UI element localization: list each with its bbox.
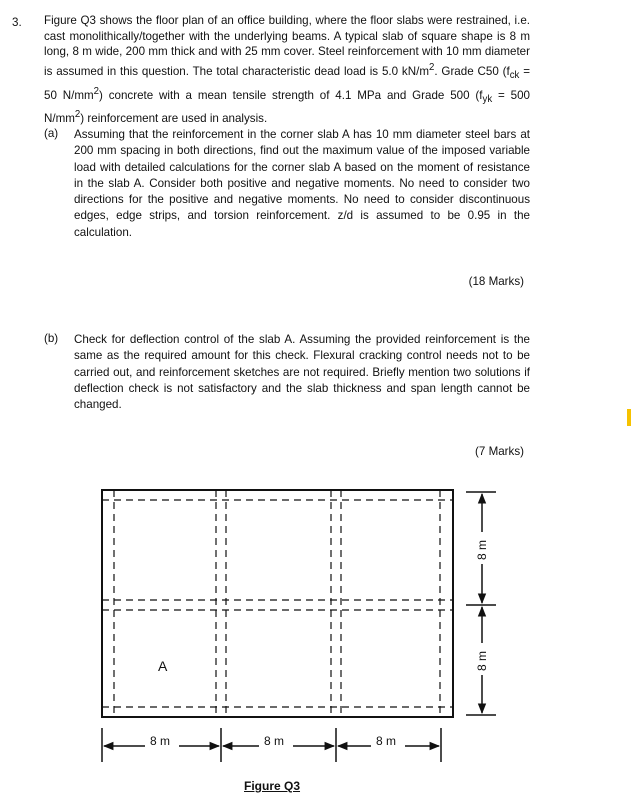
part-a-label: (a) bbox=[44, 127, 59, 140]
vertical-dimension-ticks bbox=[466, 492, 496, 715]
dimension-label-v1: 8 m bbox=[475, 539, 489, 560]
question-number: 3. bbox=[12, 16, 22, 29]
slab-a-label: A bbox=[158, 658, 168, 674]
floor-plan-outline bbox=[102, 490, 453, 717]
vertical-dimension-labels bbox=[474, 532, 490, 675]
part-b-text: Check for deflection control of the slab A. Assuming the provided reinforcement is the same as the required amount for this check. Flexural cracking control needs not to be carried out, and reinforcement sketches are not required. Briefly mention two solutions if deflection check is not satisfactory and the slab thickness and span length cannot be changed. bbox=[74, 333, 530, 412]
dimension-label-2: 8 m bbox=[264, 734, 285, 748]
part-a-text: Assuming that the reinforcement in the corner slab A has 10 mm diameter steel bars at 200 mm spacing in both directions, find out the maximum value of the imposed variable load with detailed calculations for the corner slab A based on the moment of resistance in the slab A. Consider both positive and negative moments. No need to consider two directions for the positive and negative moments. No need to consider discontinuous edges, edge strips, and torsion reinforcement. z/d is assumed to be 0.95 in the calculation. bbox=[74, 128, 530, 239]
question-intro: Figure Q3 shows the floor plan of an office building, where the floor slabs were restrained, i.e. cast monolithically/together with the underlying beams. A typical slab of square shape is 8 m long, 8 m wide, 200 mm thick and with 25 mm cover. Steel reinforcement with 10 mm diameter is assumed in this question. The total characteristic dead load is 5.0 $kN/m^2$. Grade C50 ($f_{ck} = 50$ $N/mm^2$) concrete with a mean tensile strength of 4.1 MPa and Grade 500 ($f_{yk} = 500$ $N/mm^2$) reinforcement are used in analysis. bbox=[44, 14, 530, 126]
beam-grid bbox=[102, 490, 453, 717]
dimension-label-3: 8 m bbox=[376, 734, 397, 748]
part-b-marks: (7 Marks) bbox=[475, 445, 524, 458]
part-b-label: (b) bbox=[44, 332, 59, 345]
dimension-label-v2: 8 m bbox=[475, 650, 489, 671]
figure-caption: Figure Q3 bbox=[244, 779, 301, 793]
dimension-label-1: 8 m bbox=[150, 734, 171, 748]
part-a-marks: (18 Marks) bbox=[468, 275, 524, 288]
